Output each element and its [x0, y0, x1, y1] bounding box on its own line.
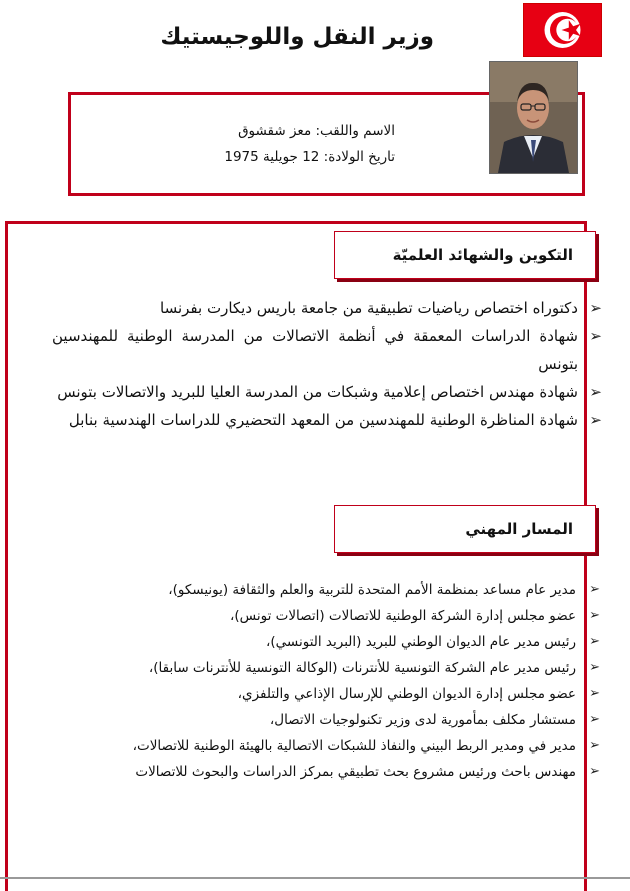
- list-item: [56, 655, 600, 681]
- list-item-text: مدير في ومدير الربط البيني والنفاذ للشبكات الاتصالية بالهيئة الوطنية للاتصالات،: [132, 738, 576, 754]
- list-item-text: رئيس مدير عام الشركة التونسية للأنترنات (الوكالة التونسية للأنترنات سابقا)،: [148, 660, 576, 676]
- education-heading: [334, 231, 596, 279]
- identity-text: [224, 118, 395, 170]
- list-item-text: شهادة الدراسات المعمقة في أنظمة الاتصالات من المدرسة الوطنية للمهندسين بتونس: [52, 327, 578, 373]
- page-bottom-rule: [0, 877, 630, 879]
- list-item: [52, 322, 602, 378]
- list-item: [52, 378, 602, 406]
- portrait-photo: [489, 61, 578, 174]
- list-item-text: عضو مجلس إدارة الديوان الوطني للإرسال الإذاعي والتلفزي،: [237, 686, 576, 702]
- list-item: [56, 603, 600, 629]
- list-item: [56, 759, 600, 785]
- list-item: [56, 681, 600, 707]
- list-item-text: مدير عام مساعد بمنظمة الأمم المتحدة للتربية والعلم والثقافة (يونيسكو)،: [168, 582, 576, 598]
- tunisia-flag: [524, 4, 601, 56]
- birth-date-line: تاريخ الولادة: 12 جويلية 1975: [224, 149, 395, 165]
- arrow-bullet-icon: ➢: [589, 764, 600, 779]
- career-heading-label: المسار المهني: [465, 520, 573, 538]
- list-item-text: رئيس مدير عام الديوان الوطني للبريد (البريد التونسي)،: [266, 634, 576, 650]
- list-item-text: شهادة مهندس اختصاص إعلامية وشبكات من المدرسة العليا للبريد والاتصالات بتونس: [57, 383, 578, 401]
- career-list: [56, 577, 600, 785]
- page-title: وزير النقل واللوجيستيك: [160, 24, 434, 50]
- list-item-text: دكتوراه اختصاص رياضيات تطبيقية من جامعة باريس ديكارت بفرنسا: [160, 299, 578, 317]
- list-item: [56, 707, 600, 733]
- arrow-bullet-icon: ➢: [589, 411, 602, 429]
- list-item-text: شهادة المناظرة الوطنية للمهندسين من المعهد التحضيري للدراسات الهندسية بنابل: [68, 411, 578, 429]
- arrow-bullet-icon: ➢: [589, 660, 600, 675]
- list-item: [56, 733, 600, 759]
- list-item-text: مستشار مكلف بمأمورية لدى وزير تكنولوجيات الاتصال،: [269, 712, 576, 728]
- list-item-text: مهندس باحث ورئيس مشروع بحث تطبيقي بمركز الدراسات والبحوث للاتصالات: [135, 764, 576, 780]
- arrow-bullet-icon: ➢: [589, 582, 600, 597]
- arrow-bullet-icon: ➢: [589, 712, 600, 727]
- name-line: الاسم واللقب: معز شقشوق: [238, 123, 395, 139]
- arrow-bullet-icon: ➢: [589, 299, 602, 317]
- arrow-bullet-icon: ➢: [589, 327, 602, 345]
- arrow-bullet-icon: ➢: [589, 634, 600, 649]
- education-heading-label: التكوين والشهائد العلميّة: [392, 246, 573, 264]
- education-list: [52, 294, 602, 434]
- list-item: [56, 577, 600, 603]
- arrow-bullet-icon: ➢: [589, 608, 600, 623]
- list-item-text: عضو مجلس إدارة الشركة الوطنية للاتصالات (اتصالات تونس)،: [230, 608, 576, 624]
- list-item: [52, 406, 602, 434]
- list-item: [52, 294, 602, 322]
- tunisia-flag-icon: [524, 4, 601, 56]
- arrow-bullet-icon: ➢: [589, 686, 600, 701]
- arrow-bullet-icon: ➢: [589, 738, 600, 753]
- list-item: [56, 629, 600, 655]
- arrow-bullet-icon: ➢: [589, 383, 602, 401]
- career-heading: [334, 505, 596, 553]
- portrait-icon: [490, 62, 577, 173]
